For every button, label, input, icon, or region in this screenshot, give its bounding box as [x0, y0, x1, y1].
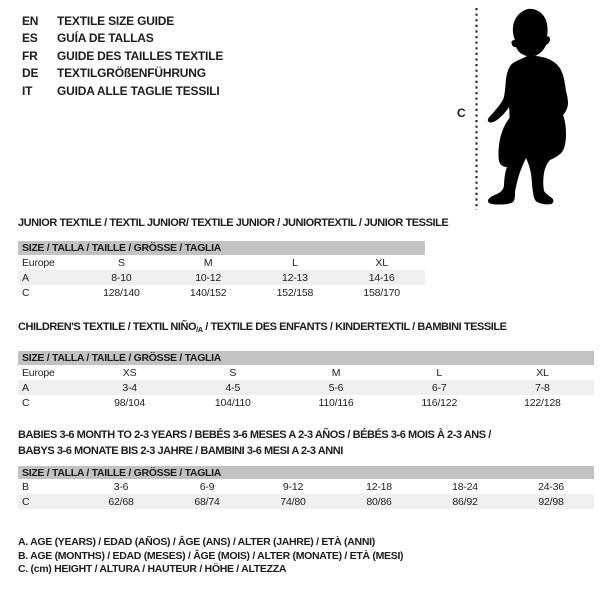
size-cell: 104/110	[214, 396, 251, 409]
language-label: GUIDA ALLE TAGLIE TESSILI	[57, 83, 220, 98]
size-cell: 7-8	[535, 381, 550, 394]
language-code: ES	[22, 31, 38, 46]
table-row	[18, 365, 594, 380]
size-cell: XS	[122, 366, 137, 379]
size-cell: L	[292, 256, 298, 269]
size-cell: 62/68	[108, 495, 134, 508]
legend-notes	[18, 536, 403, 577]
baby-silhouette-icon	[488, 9, 568, 205]
size-cell: 6-9	[199, 480, 215, 493]
language-code: EN	[22, 13, 39, 28]
title-prefix: CHILDREN'S TEXTILE / TEXTIL NIÑO	[18, 321, 197, 333]
note-line-b: B. AGE (MONTHS) / EDAD (MESES) / ÂGE (MOIS) / ALTER (MONATE) / ETÀ (MESI)	[18, 549, 404, 562]
size-cell: 3-6	[113, 480, 129, 493]
size-cell: 122/128	[524, 396, 561, 409]
size-cell: 6-7	[431, 381, 447, 394]
table-row	[18, 380, 594, 395]
size-cell: 128/140	[103, 286, 140, 299]
language-row	[22, 30, 223, 48]
row-label-cell: A	[22, 271, 29, 284]
size-cell: S	[117, 256, 125, 269]
size-cell: 116/122	[421, 396, 458, 409]
section-babies	[18, 429, 594, 521]
size-cell: 12-13	[281, 271, 308, 284]
size-cell: XL	[375, 256, 388, 269]
size-cell: 4-5	[225, 381, 241, 394]
baby-figure	[450, 0, 600, 215]
language-label: GUÍA DE TALLAS	[57, 31, 154, 46]
section-title-line2: BABYS 3-6 MONATE BIS 2-3 JAHRE / BAMBINI 3-6 MESI A 2-3 ANNI	[18, 445, 343, 457]
size-header-bar	[18, 241, 425, 255]
size-cell: 68/74	[194, 495, 220, 508]
note-line-a: A. AGE (YEARS) / EDAD (AÑOS) / ÂGE (ANS) / ALTER (JAHRE) / ETÀ (ANNI)	[18, 536, 375, 548]
language-code: DE	[22, 66, 39, 81]
size-cell: M	[331, 366, 341, 379]
size-header-bar	[18, 466, 594, 479]
size-cell: 5-6	[328, 381, 344, 394]
row-label-cell: B	[22, 480, 29, 493]
size-cell: 92/98	[538, 495, 564, 508]
size-cell: M	[203, 256, 213, 269]
section-children	[18, 321, 594, 426]
size-cell: 152/158	[276, 286, 314, 299]
row-label-cell: A	[22, 381, 29, 394]
table-row	[18, 285, 425, 300]
size-cell: 18-24	[452, 480, 478, 493]
size-cell: 8-10	[111, 271, 132, 284]
size-cell: 74/80	[280, 495, 306, 508]
row-label-cell: C	[22, 286, 30, 299]
section-title	[18, 321, 594, 334]
size-cell: L	[436, 366, 443, 379]
size-cell: 86/92	[452, 495, 478, 508]
size-cell: XL	[536, 366, 549, 379]
size-cell: 9-12	[282, 480, 304, 493]
table-row	[18, 255, 425, 270]
language-row	[22, 65, 223, 83]
table-row	[18, 479, 594, 494]
size-header-label: SIZE / TALLA / TAILLE / GRÖSSE / TAGLIA	[22, 352, 222, 364]
language-row	[22, 12, 223, 30]
size-cell: 110/116	[318, 396, 354, 409]
size-cell: 14-16	[368, 271, 395, 284]
size-cell: 24-36	[538, 480, 564, 493]
title-subscript: /A	[196, 325, 203, 334]
table-row	[18, 494, 594, 509]
height-label: C	[457, 106, 466, 120]
language-row	[22, 82, 223, 100]
table-row	[18, 395, 594, 410]
size-cell: 12-18	[366, 480, 392, 493]
row-label-cell: C	[22, 495, 30, 508]
language-label: GUIDE DES TAILLES TEXTILE	[57, 48, 224, 63]
section-junior	[18, 217, 449, 315]
language-code: IT	[22, 83, 33, 98]
language-label: TEXTILGRÖßENFÜHRUNG	[57, 66, 206, 81]
size-header-label: SIZE / TALLA / TAILLE / GRÖSSE / TAGLIA	[22, 242, 222, 254]
size-cell: 80/86	[366, 495, 392, 508]
language-label: TEXTILE SIZE GUIDE	[57, 13, 175, 28]
section-title-line1: BABIES 3-6 MONTH TO 2-3 YEARS / BEBÉS 3-6 MESES A 2-3 AÑOS / BÉBÉS 3-6 MOIS À 2-3 ANS /	[18, 429, 491, 441]
language-row	[22, 47, 223, 65]
row-label-cell: Europe	[22, 366, 55, 379]
title-suffix: / TEXTILE DES ENFANTS / KINDERTEXTIL / BAMBINI TESSILE	[202, 321, 507, 333]
note-line-c: C. (cm) HEIGHT / ALTURA / HAUTEUR / HÖHE / ALTEZZA	[18, 563, 287, 575]
size-cell: 158/170	[363, 286, 400, 299]
size-cell: 98/104	[114, 396, 146, 409]
size-cell: 10-12	[195, 271, 222, 284]
size-cell: 140/152	[189, 286, 227, 299]
language-list	[22, 12, 223, 100]
size-cell: 3-4	[122, 381, 137, 394]
section-title: JUNIOR TEXTILE / TEXTIL JUNIOR/ TEXTILE JUNIOR / JUNIORTEXTIL / JUNIOR TESSILE	[18, 217, 449, 229]
table-row	[18, 270, 425, 285]
size-cell: S	[229, 366, 237, 379]
row-label-cell: C	[22, 396, 30, 409]
language-code: FR	[22, 48, 38, 63]
size-header-bar	[18, 351, 594, 365]
row-label-cell: Europe	[22, 256, 55, 269]
size-header-label: SIZE / TALLA / TAILLE / GRÖSSE / TAGLIA	[22, 466, 222, 479]
